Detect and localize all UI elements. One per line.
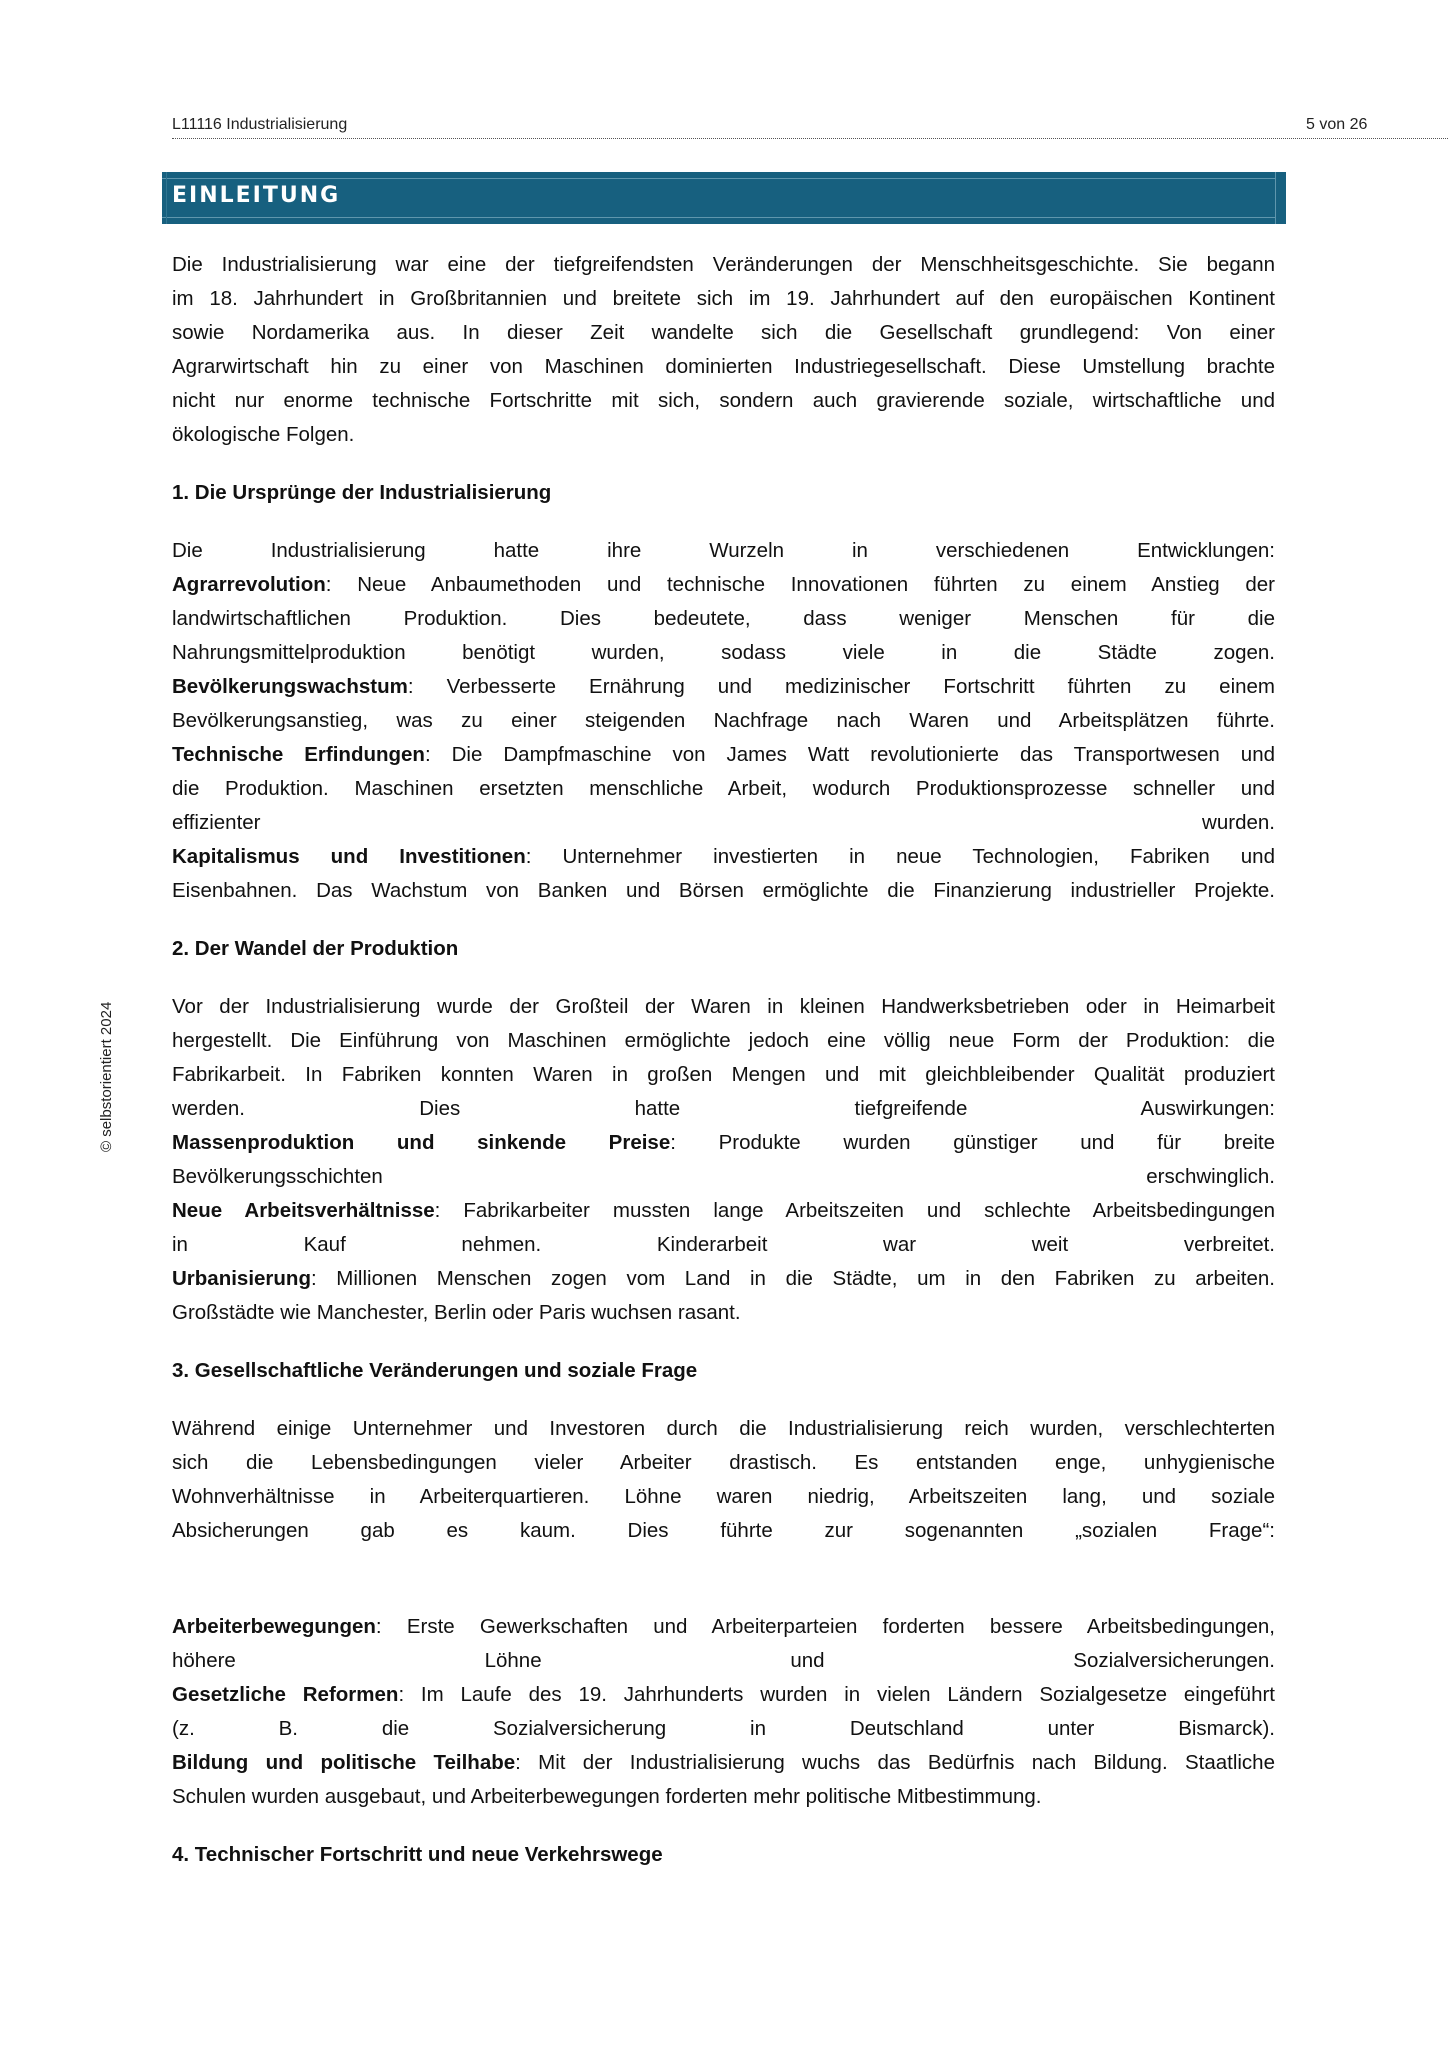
- document-title: L11116 Industrialisierung: [172, 116, 348, 133]
- text-line: Absicherungen gab es kaum. Dies führte zur sogenannten „sozialen Frage“:: [172, 1519, 1275, 1542]
- text-line: Technische Erfindungen: Die Dampfmaschine von James Watt revolutionierte das Transportwesen und: [172, 743, 1275, 766]
- term-label: Agrarrevolution: [172, 573, 326, 596]
- section-3-list: [172, 1610, 1275, 1814]
- text-line: landwirtschaftlichen Produktion. Dies bedeutete, dass weniger Menschen für die: [172, 607, 1275, 630]
- text-line: Bevölkerungsschichten erschwinglich.: [172, 1165, 1275, 1188]
- term-label: Bevölkerungswachstum: [172, 675, 408, 698]
- text-line: Nahrungsmittelproduktion benötigt wurden, sodass viele in die Städte zogen.: [172, 641, 1275, 664]
- text-line: Bevölkerungswachstum: Verbesserte Ernährung und medizinischer Fortschritt führten zu einem: [172, 675, 1275, 698]
- text-line: Wohnverhältnisse in Arbeiterquartieren. Löhne waren niedrig, Arbeitszeiten lang, und soziale: [172, 1485, 1275, 1508]
- intro-paragraph: [172, 248, 1275, 452]
- text-line: Großstädte wie Manchester, Berlin oder Paris wuchsen rasant.: [172, 1301, 741, 1324]
- text-line: sowie Nordamerika aus. In dieser Zeit wandelte sich die Gesellschaft grundlegend: Von einer: [172, 321, 1275, 344]
- section-heading-3: 3. Gesellschaftliche Veränderungen und soziale Frage: [172, 1359, 698, 1382]
- term-label: Bildung und politische Teilhabe: [172, 1751, 516, 1774]
- text-line: Schulen wurden ausgebaut, und Arbeiterbewegungen forderten mehr politische Mitbestimmung.: [172, 1785, 1042, 1808]
- term-label: Neue Arbeitsverhältnisse: [172, 1199, 435, 1222]
- text-line: in Kauf nehmen. Kinderarbeit war weit verbreitet.: [172, 1233, 1275, 1256]
- bar-rule-bottom: [162, 217, 1276, 218]
- text-line: Die Industrialisierung war eine der tiefgreifendsten Veränderungen der Menschheitsgeschichte. Sie begann: [172, 253, 1275, 276]
- bar-rule-left: [166, 172, 167, 224]
- copyright-note: © selbstorientiert 2024: [98, 1001, 115, 1152]
- text-line: Gesetzliche Reformen: Im Laufe des 19. Jahrhunderts wurden in vielen Ländern Sozialgesetze eingeführt: [172, 1683, 1275, 1706]
- text-line: Agrarwirtschaft hin zu einer von Maschinen dominierten Industriegesellschaft. Diese Umstellung brachte: [172, 355, 1275, 378]
- text-line: Fabrikarbeit. In Fabriken konnten Waren in großen Mengen und mit gleichbleibender Qualität produziert: [172, 1063, 1275, 1086]
- section-heading-2: 2. Der Wandel der Produktion: [172, 937, 459, 960]
- section-1-body: [172, 534, 1275, 908]
- term-label: Gesetzliche Reformen: [172, 1683, 399, 1706]
- text-line: ökologische Folgen.: [172, 423, 355, 446]
- text-line: Während einige Unternehmer und Investoren durch die Industrialisierung reich wurden, verschlechterten: [172, 1417, 1275, 1440]
- section-2-body: [172, 990, 1275, 1330]
- text-line: hergestellt. Die Einführung von Maschinen ermöglichte jedoch eine völlig neue Form der Produktion: die: [172, 1029, 1275, 1052]
- term-label: Arbeiterbewegungen: [172, 1615, 376, 1638]
- bar-rule-right: [1275, 172, 1276, 224]
- bar-rule-top: [162, 178, 1276, 179]
- text-line: Die Industrialisierung hatte ihre Wurzeln in verschiedenen Entwicklungen:: [172, 539, 1275, 562]
- text-line: effizienter wurden.: [172, 811, 1275, 834]
- section-heading-1: 1. Die Ursprünge der Industrialisierung: [172, 481, 552, 504]
- text-line: Neue Arbeitsverhältnisse: Fabrikarbeiter mussten lange Arbeitszeiten und schlechte Arbeitsbedingungen: [172, 1199, 1275, 1222]
- section-heading-4: 4. Technischer Fortschritt und neue Verkehrswege: [172, 1843, 663, 1866]
- term-label: Kapitalismus und Investitionen: [172, 845, 526, 868]
- running-header: [172, 114, 1448, 139]
- text-line: sich die Lebensbedingungen vieler Arbeiter drastisch. Es entstanden enge, unhygienische: [172, 1451, 1275, 1474]
- text-line: Urbanisierung: Millionen Menschen zogen vom Land in die Städte, um in den Fabriken zu arbeiten.: [172, 1267, 1275, 1290]
- text-line: Bevölkerungsanstieg, was zu einer steigenden Nachfrage nach Waren und Arbeitsplätzen führte.: [172, 709, 1275, 732]
- text-line: Arbeiterbewegungen: Erste Gewerkschaften und Arbeiterparteien forderten bessere Arbeitsbedingungen,: [172, 1615, 1275, 1638]
- text-line: Bildung und politische Teilhabe: Mit der Industrialisierung wuchs das Bedürfnis nach Bildung. Staatliche: [172, 1751, 1275, 1774]
- text-line: Agrarrevolution: Neue Anbaumethoden und technische Innovationen führten zu einem Anstieg der: [172, 573, 1275, 596]
- text-line: im 18. Jahrhundert in Großbritannien und breitete sich im 19. Jahrhundert auf den europäischen Kontinent: [172, 287, 1275, 310]
- term-label: Urbanisierung: [172, 1267, 311, 1290]
- term-label: Technische Erfindungen: [172, 743, 425, 766]
- page-indicator: 5 von 26: [1306, 116, 1368, 133]
- document-body: [172, 248, 1275, 1872]
- text-line: werden. Dies hatte tiefgreifende Auswirkungen:: [172, 1097, 1275, 1120]
- text-line: Eisenbahnen. Das Wachstum von Banken und Börsen ermöglichte die Finanzierung industrieller Projekte.: [172, 879, 1275, 902]
- text-line: die Produktion. Maschinen ersetzten menschliche Arbeit, wodurch Produktionsprozesse schneller und: [172, 777, 1275, 800]
- text-line: nicht nur enorme technische Fortschritte mit sich, sondern auch gravierende soziale, wirtschaftliche und: [172, 389, 1275, 412]
- text-line: Kapitalismus und Investitionen: Unternehmer investierten in neue Technologien, Fabriken und: [172, 845, 1275, 868]
- text-line: Massenproduktion und sinkende Preise: Produkte wurden günstiger und für breite: [172, 1131, 1275, 1154]
- text-line: Vor der Industrialisierung wurde der Großteil der Waren in kleinen Handwerksbetrieben oder in Heimarbeit: [172, 995, 1275, 1018]
- chapter-title: EINLEITUNG: [172, 183, 341, 208]
- text-line: höhere Löhne und Sozialversicherungen.: [172, 1649, 1275, 1672]
- section-3-body: [172, 1412, 1275, 1548]
- term-label: Massenproduktion und sinkende Preise: [172, 1131, 671, 1154]
- text-line: (z. B. die Sozialversicherung in Deutschland unter Bismarck).: [172, 1717, 1275, 1740]
- chapter-heading-bar: [162, 172, 1286, 224]
